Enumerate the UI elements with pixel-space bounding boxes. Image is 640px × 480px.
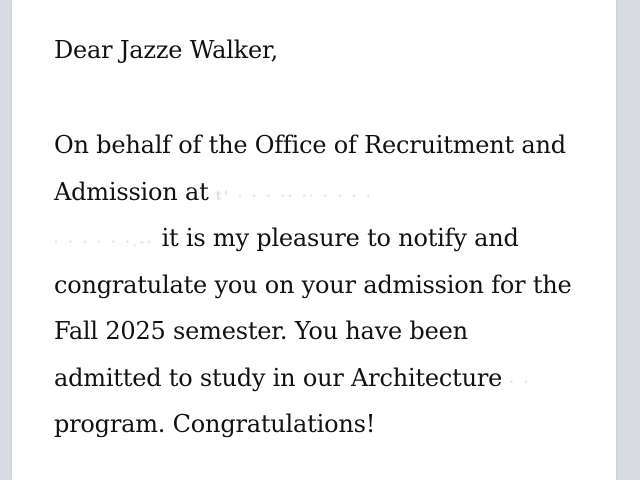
letter-line-5: Fall 2025 semester. You have been — [54, 317, 468, 345]
letter-line-7: program. Congratulations! — [54, 410, 376, 438]
letter-line-6 — [54, 355, 594, 402]
letter-line-3 — [54, 215, 594, 262]
letter-line-3-text: it is my pleasure to notify and — [161, 224, 519, 252]
redacted-institution-name-continued: · · · · · ·.-· — [54, 235, 155, 250]
admission-letter — [54, 28, 594, 448]
salutation: Dear Jazze Walker, — [54, 36, 279, 64]
document-page — [12, 0, 616, 480]
letter-line-2-text: Admission at — [54, 177, 209, 206]
redacted-program-detail: · · — [509, 374, 531, 390]
letter-line-1: On behalf of the Office of Recruitment and — [54, 131, 566, 159]
letter-line-6-text: admitted to study in our Architecture — [54, 363, 503, 392]
paragraph-gap — [54, 72, 594, 122]
letter-line-2 — [54, 169, 594, 216]
redacted-institution-name: t' · · · ·· ·· · · · · — [215, 188, 374, 204]
letter-line-4: congratulate you on your admission for the — [54, 270, 572, 299]
